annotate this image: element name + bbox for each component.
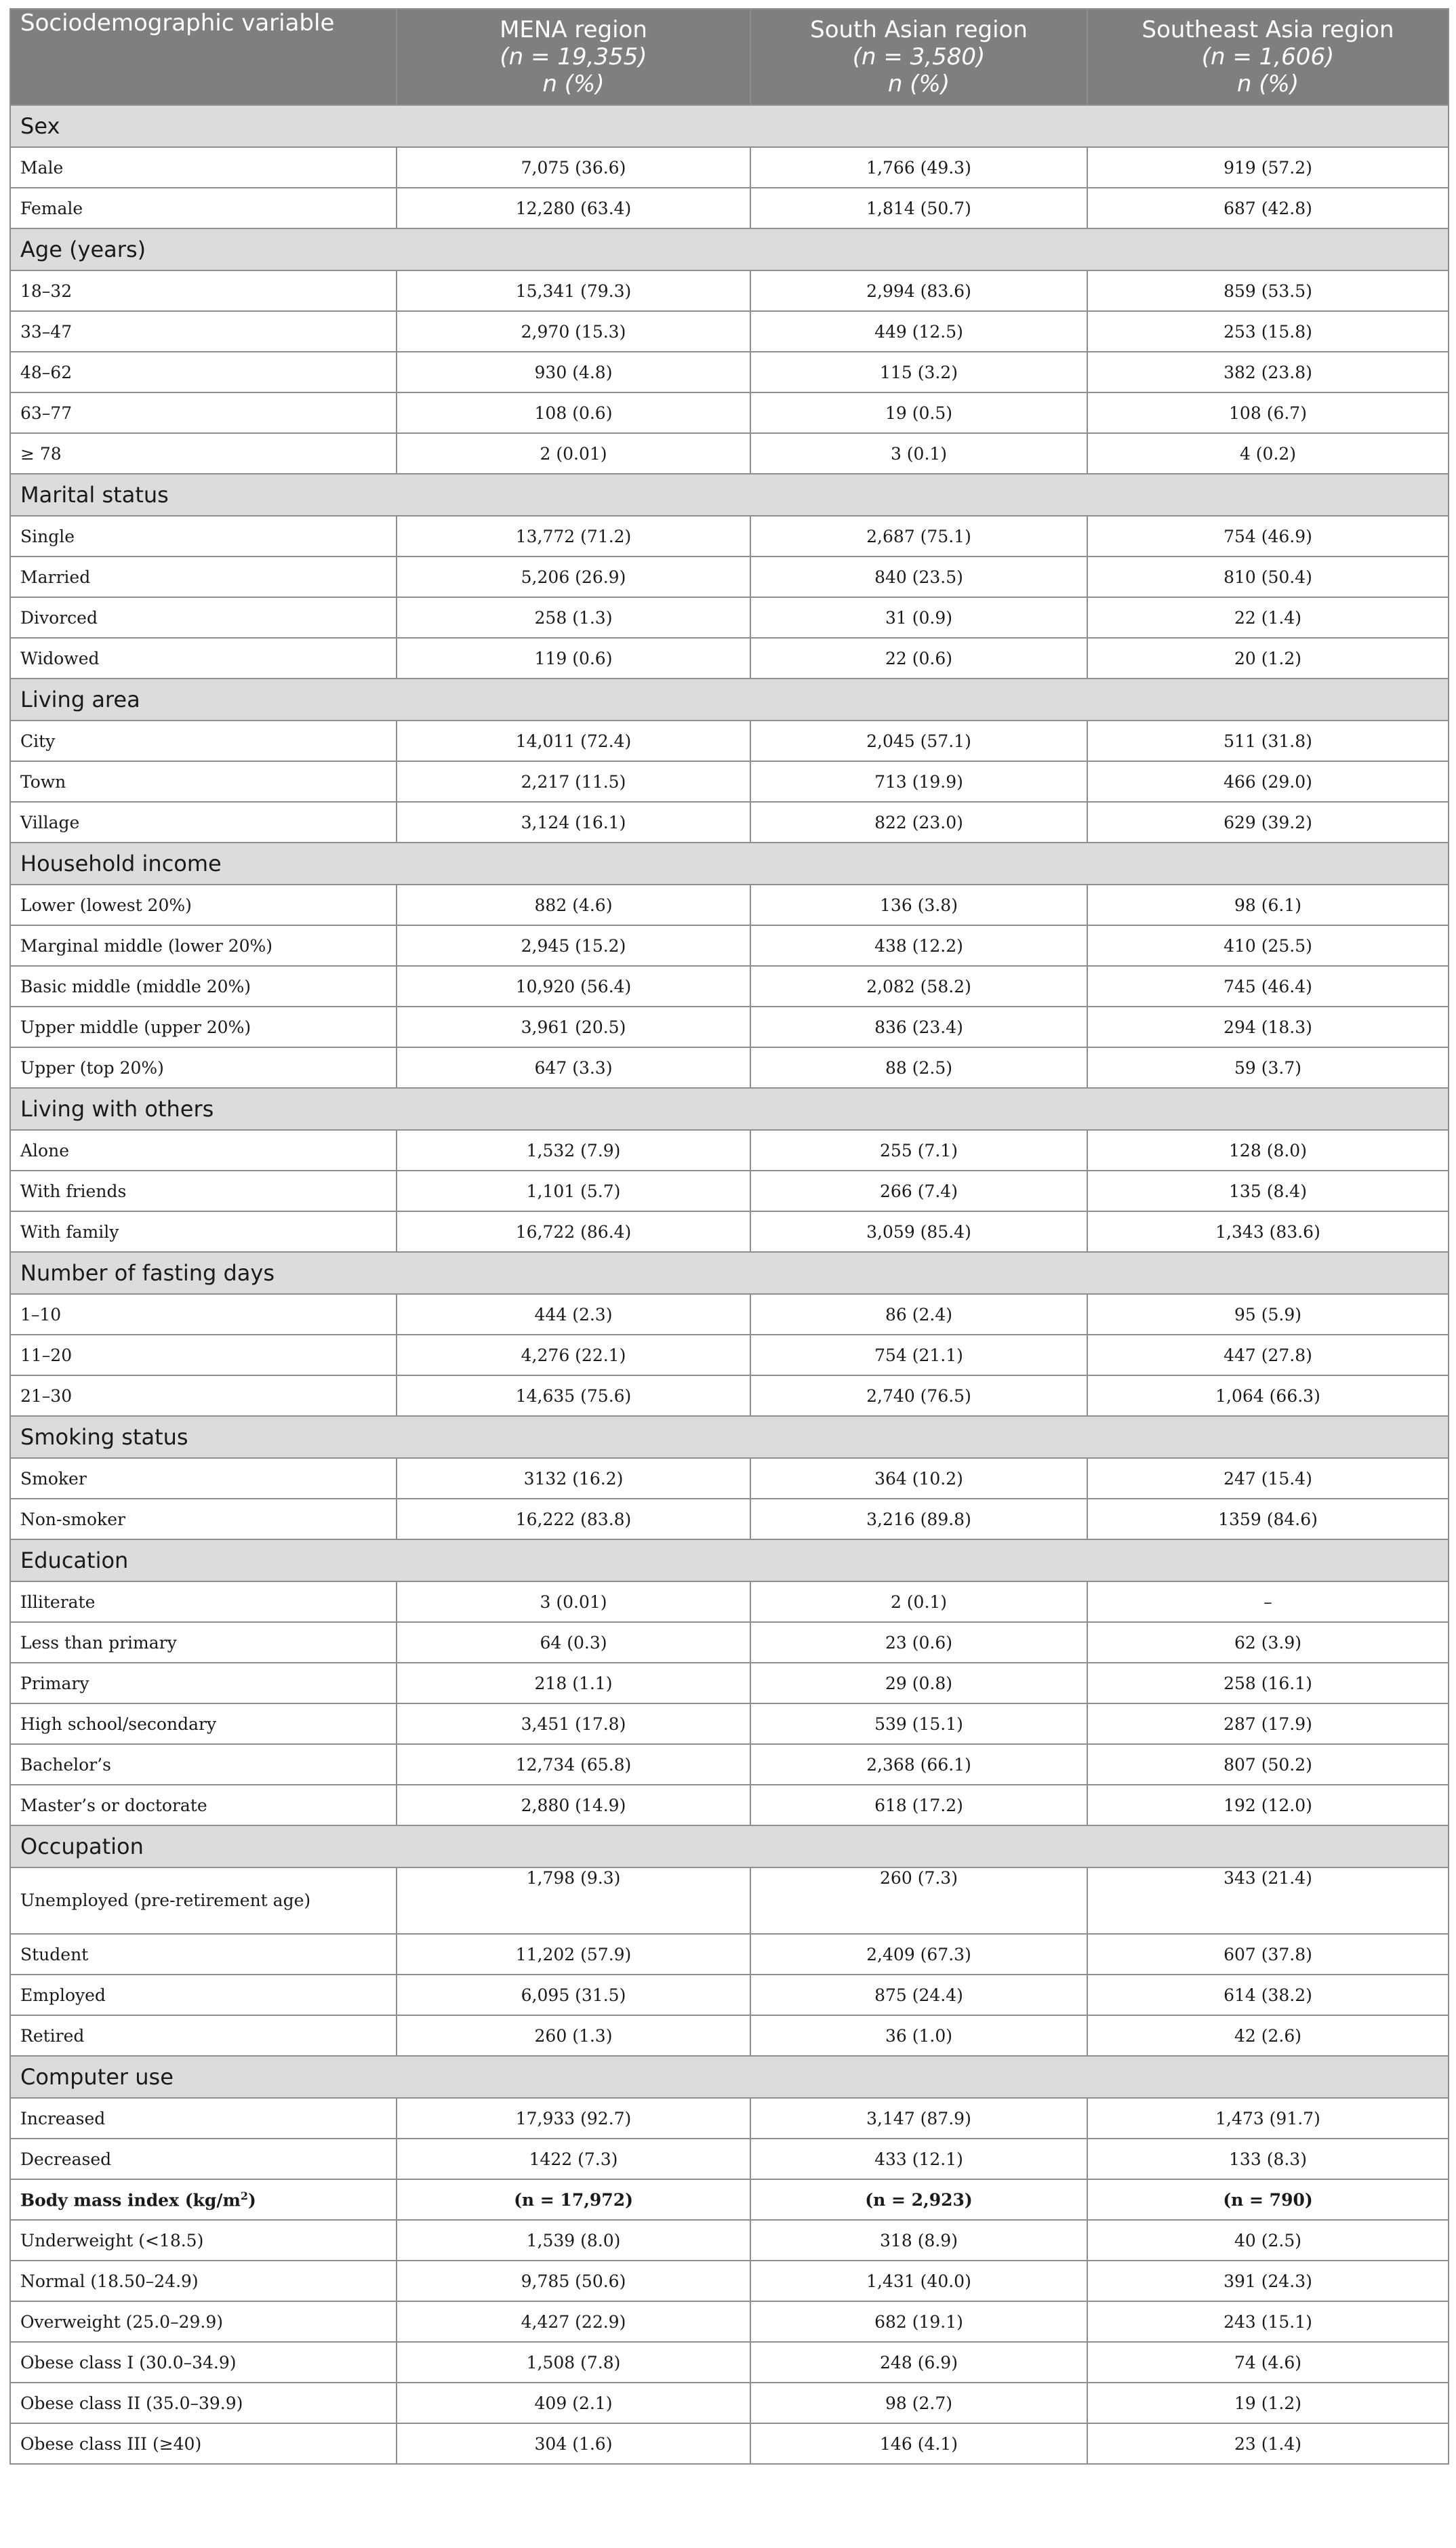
table-row	[10, 433, 1449, 474]
row-label: Married	[10, 557, 397, 597]
table-row	[10, 1007, 1449, 1047]
cell-value: 614 (38.2)	[1087, 1975, 1449, 2015]
section-header-row	[10, 105, 1449, 147]
header-col-name: South Asian region	[810, 16, 1028, 43]
cell-value: 17,933 (92.7)	[397, 2098, 750, 2139]
cell-value: 859 (53.5)	[1087, 270, 1449, 311]
cell-value: 930 (4.8)	[397, 352, 750, 392]
cell-value: 260 (1.3)	[397, 2015, 750, 2056]
cell-value: 618 (17.2)	[750, 1785, 1087, 1825]
cell-value: 447 (27.8)	[1087, 1335, 1449, 1375]
cell-value: 410 (25.5)	[1087, 925, 1449, 966]
table-row	[10, 1703, 1449, 1744]
cell-value: 2 (0.1)	[750, 1581, 1087, 1622]
cell-value: 511 (31.8)	[1087, 721, 1449, 761]
cell-value: 4,427 (22.9)	[397, 2301, 750, 2342]
table-row	[10, 1867, 1449, 1934]
row-label: Obese class II (35.0–39.9)	[10, 2383, 397, 2423]
cell-value: 22 (0.6)	[750, 638, 1087, 679]
table-row	[10, 638, 1449, 679]
header-col-pct: n (%)	[887, 70, 950, 98]
cell-value: 260 (7.3)	[750, 1867, 1087, 1934]
header-col-n: (n = 19,355)	[500, 43, 647, 70]
cell-value: 16,722 (86.4)	[397, 1211, 750, 1252]
table-row	[10, 1622, 1449, 1663]
cell-value: 258 (1.3)	[397, 597, 750, 638]
cell-value: 1,101 (5.7)	[397, 1171, 750, 1211]
cell-value: 1,431 (40.0)	[750, 2261, 1087, 2301]
cell-value: 382 (23.8)	[1087, 352, 1449, 392]
table-row	[10, 2261, 1449, 2301]
table-row	[10, 2098, 1449, 2139]
cell-value: 74 (4.6)	[1087, 2342, 1449, 2383]
table-row	[10, 2179, 1449, 2220]
cell-value: 364 (10.2)	[750, 1458, 1087, 1499]
row-label: Bachelor’s	[10, 1744, 397, 1785]
cell-value: 1,508 (7.8)	[397, 2342, 750, 2383]
cell-value: 6,095 (31.5)	[397, 1975, 750, 2015]
table-row	[10, 1130, 1449, 1171]
row-label	[10, 2179, 397, 2220]
table-row	[10, 311, 1449, 352]
row-label-end: )	[248, 2190, 256, 2210]
cell-value: 919 (57.2)	[1087, 147, 1449, 188]
section-title: Living with others	[10, 1088, 1449, 1130]
cell-value: 810 (50.4)	[1087, 557, 1449, 597]
table-row	[10, 2342, 1449, 2383]
cell-value: 343 (21.4)	[1087, 1867, 1449, 1934]
cell-value: 135 (8.4)	[1087, 1171, 1449, 1211]
table-row	[10, 721, 1449, 761]
cell-value: 31 (0.9)	[750, 597, 1087, 638]
row-label: Underweight (<18.5)	[10, 2220, 397, 2261]
cell-value: 607 (37.8)	[1087, 1934, 1449, 1975]
section-title: Computer use	[10, 2056, 1449, 2098]
section-title: Household income	[10, 843, 1449, 885]
row-label: Basic middle (middle 20%)	[10, 966, 397, 1007]
cell-value: (n = 790)	[1087, 2179, 1449, 2220]
cell-value: 7,075 (36.6)	[397, 147, 750, 188]
cell-value: 253 (15.8)	[1087, 311, 1449, 352]
cell-value: 2,409 (67.3)	[750, 1934, 1087, 1975]
row-label: Village	[10, 802, 397, 843]
cell-value: 2 (0.01)	[397, 433, 750, 474]
table-row	[10, 1785, 1449, 1825]
row-label: Unemployed (pre-retirement age)	[10, 1867, 397, 1934]
cell-value: 86 (2.4)	[750, 1294, 1087, 1335]
cell-value: 882 (4.6)	[397, 885, 750, 925]
row-label: With family	[10, 1211, 397, 1252]
table-row	[10, 1934, 1449, 1975]
cell-value: 647 (3.3)	[397, 1047, 750, 1088]
row-label: Retired	[10, 2015, 397, 2056]
row-label: 11–20	[10, 1335, 397, 1375]
cell-value: 433 (12.1)	[750, 2139, 1087, 2179]
header-col-pct: n (%)	[1236, 70, 1299, 98]
cell-value: 40 (2.5)	[1087, 2220, 1449, 2261]
cell-value: 12,734 (65.8)	[397, 1744, 750, 1785]
cell-value: 119 (0.6)	[397, 638, 750, 679]
cell-value: 682 (19.1)	[750, 2301, 1087, 2342]
cell-value: 2,217 (11.5)	[397, 761, 750, 802]
cell-value: 20 (1.2)	[1087, 638, 1449, 679]
cell-value: 1422 (7.3)	[397, 2139, 750, 2179]
cell-value: 840 (23.5)	[750, 557, 1087, 597]
row-label: 33–47	[10, 311, 397, 352]
cell-value: 2,368 (66.1)	[750, 1744, 1087, 1785]
cell-value: 539 (15.1)	[750, 1703, 1087, 1744]
table-row	[10, 392, 1449, 433]
row-label: Decreased	[10, 2139, 397, 2179]
cell-value: 146 (4.1)	[750, 2423, 1087, 2464]
header-col-name: MENA region	[500, 16, 647, 43]
cell-value: 128 (8.0)	[1087, 1130, 1449, 1171]
section-title: Age (years)	[10, 228, 1449, 270]
cell-value: 23 (0.6)	[750, 1622, 1087, 1663]
cell-value: 304 (1.6)	[397, 2423, 750, 2464]
cell-value: 822 (23.0)	[750, 802, 1087, 843]
section-header-row	[10, 474, 1449, 516]
section-title: Living area	[10, 679, 1449, 721]
cell-value: 23 (1.4)	[1087, 2423, 1449, 2464]
cell-value: 444 (2.3)	[397, 1294, 750, 1335]
cell-value: 629 (39.2)	[1087, 802, 1449, 843]
section-header-row	[10, 1088, 1449, 1130]
cell-value: 11,202 (57.9)	[397, 1934, 750, 1975]
cell-value: 2,740 (76.5)	[750, 1375, 1087, 1416]
cell-value: 438 (12.2)	[750, 925, 1087, 966]
cell-value: 2,945 (15.2)	[397, 925, 750, 966]
cell-value: 3132 (16.2)	[397, 1458, 750, 1499]
cell-value: 4,276 (22.1)	[397, 1335, 750, 1375]
cell-value: 5,206 (26.9)	[397, 557, 750, 597]
cell-value: 713 (19.9)	[750, 761, 1087, 802]
table-body	[10, 105, 1449, 2464]
cell-value: 1,539 (8.0)	[397, 2220, 750, 2261]
cell-value: 466 (29.0)	[1087, 761, 1449, 802]
row-label: Divorced	[10, 597, 397, 638]
table-header	[10, 9, 1449, 105]
table-row	[10, 352, 1449, 392]
cell-value: 95 (5.9)	[1087, 1294, 1449, 1335]
table-row	[10, 1375, 1449, 1416]
cell-value: 62 (3.9)	[1087, 1622, 1449, 1663]
section-header-row	[10, 1539, 1449, 1581]
cell-value: 318 (8.9)	[750, 2220, 1087, 2261]
table-row	[10, 270, 1449, 311]
cell-value: 247 (15.4)	[1087, 1458, 1449, 1499]
cell-value: 3 (0.01)	[397, 1581, 750, 1622]
header-southeast-asia	[1087, 9, 1449, 105]
table-row	[10, 2301, 1449, 2342]
cell-value: 266 (7.4)	[750, 1171, 1087, 1211]
cell-value: 2,082 (58.2)	[750, 966, 1087, 1007]
table-row	[10, 557, 1449, 597]
cell-value: 745 (46.4)	[1087, 966, 1449, 1007]
cell-value: 64 (0.3)	[397, 1622, 750, 1663]
cell-value: 449 (12.5)	[750, 311, 1087, 352]
row-label-superscript: 2	[240, 2189, 249, 2202]
cell-value: 9,785 (50.6)	[397, 2261, 750, 2301]
header-col-name: Southeast Asia region	[1141, 16, 1394, 43]
row-label: Increased	[10, 2098, 397, 2139]
header-mena	[397, 9, 750, 105]
header-col-pct: n (%)	[542, 70, 605, 98]
cell-value: (n = 17,972)	[397, 2179, 750, 2220]
cell-value: 287 (17.9)	[1087, 1703, 1449, 1744]
section-title: Occupation	[10, 1825, 1449, 1867]
section-header-row	[10, 1252, 1449, 1294]
table-row	[10, 2220, 1449, 2261]
cell-value: 1,473 (91.7)	[1087, 2098, 1449, 2139]
cell-value: 2,880 (14.9)	[397, 1785, 750, 1825]
cell-value: 98 (2.7)	[750, 2383, 1087, 2423]
section-title: Number of fasting days	[10, 1252, 1449, 1294]
cell-value: 2,687 (75.1)	[750, 516, 1087, 557]
row-label: Alone	[10, 1130, 397, 1171]
row-label: Obese class III (≥40)	[10, 2423, 397, 2464]
cell-value: 218 (1.1)	[397, 1663, 750, 1703]
header-variable: Sociodemographic variable	[10, 9, 397, 105]
section-header-row	[10, 2056, 1449, 2098]
cell-value: 14,011 (72.4)	[397, 721, 750, 761]
table-row	[10, 966, 1449, 1007]
cell-value: 2,994 (83.6)	[750, 270, 1087, 311]
table-row	[10, 516, 1449, 557]
table-row	[10, 925, 1449, 966]
table-row	[10, 2015, 1449, 2056]
table-row	[10, 1581, 1449, 1622]
cell-value: 4 (0.2)	[1087, 433, 1449, 474]
table-row	[10, 1663, 1449, 1703]
table-row	[10, 1294, 1449, 1335]
cell-value: 1,814 (50.7)	[750, 188, 1087, 228]
cell-value: 16,222 (83.8)	[397, 1499, 750, 1539]
table-row	[10, 885, 1449, 925]
table-row	[10, 2423, 1449, 2464]
cell-value: 59 (3.7)	[1087, 1047, 1449, 1088]
cell-value: 2,045 (57.1)	[750, 721, 1087, 761]
row-label: 18–32	[10, 270, 397, 311]
section-header-row	[10, 1416, 1449, 1458]
cell-value: 115 (3.2)	[750, 352, 1087, 392]
row-label: Normal (18.50–24.9)	[10, 2261, 397, 2301]
cell-value: 3,216 (89.8)	[750, 1499, 1087, 1539]
cell-value: 754 (46.9)	[1087, 516, 1449, 557]
row-label: Illiterate	[10, 1581, 397, 1622]
section-title: Smoking status	[10, 1416, 1449, 1458]
row-label: With friends	[10, 1171, 397, 1211]
section-title: Marital status	[10, 474, 1449, 516]
cell-value: 10,920 (56.4)	[397, 966, 750, 1007]
section-header-row	[10, 679, 1449, 721]
cell-value: 19 (1.2)	[1087, 2383, 1449, 2423]
row-label: City	[10, 721, 397, 761]
cell-value: 42 (2.6)	[1087, 2015, 1449, 2056]
cell-value: 1,064 (66.3)	[1087, 1375, 1449, 1416]
table-row	[10, 147, 1449, 188]
table-row	[10, 761, 1449, 802]
cell-value: 2,970 (15.3)	[397, 311, 750, 352]
cell-value: (n = 2,923)	[750, 2179, 1087, 2220]
row-label: Less than primary	[10, 1622, 397, 1663]
cell-value: 108 (6.7)	[1087, 392, 1449, 433]
row-label: Primary	[10, 1663, 397, 1703]
section-title: Sex	[10, 105, 1449, 147]
cell-value: 1359 (84.6)	[1087, 1499, 1449, 1539]
cell-value: 36 (1.0)	[750, 2015, 1087, 2056]
cell-value: 108 (0.6)	[397, 392, 750, 433]
cell-value: 22 (1.4)	[1087, 597, 1449, 638]
row-label: Single	[10, 516, 397, 557]
cell-value: 15,341 (79.3)	[397, 270, 750, 311]
cell-value: 1,532 (7.9)	[397, 1130, 750, 1171]
table-row	[10, 2383, 1449, 2423]
row-label: ≥ 78	[10, 433, 397, 474]
row-label: Employed	[10, 1975, 397, 2015]
cell-value: 836 (23.4)	[750, 1007, 1087, 1047]
cell-value: 88 (2.5)	[750, 1047, 1087, 1088]
row-label: Upper middle (upper 20%)	[10, 1007, 397, 1047]
table-row	[10, 802, 1449, 843]
row-label-text: Body mass index (kg/m	[20, 2190, 241, 2210]
section-header-row	[10, 1825, 1449, 1867]
cell-value: 248 (6.9)	[750, 2342, 1087, 2383]
row-label: Master’s or doctorate	[10, 1785, 397, 1825]
cell-value: 875 (24.4)	[750, 1975, 1087, 2015]
cell-value: 133 (8.3)	[1087, 2139, 1449, 2179]
table-row	[10, 1975, 1449, 2015]
row-label: Overweight (25.0–29.9)	[10, 2301, 397, 2342]
row-label: High school/secondary	[10, 1703, 397, 1744]
cell-value: 19 (0.5)	[750, 392, 1087, 433]
header-south-asia	[750, 9, 1087, 105]
row-label: Marginal middle (lower 20%)	[10, 925, 397, 966]
cell-value: 294 (18.3)	[1087, 1007, 1449, 1047]
cell-value: 754 (21.1)	[750, 1335, 1087, 1375]
row-label: Widowed	[10, 638, 397, 679]
row-label: Female	[10, 188, 397, 228]
table-row	[10, 597, 1449, 638]
table-row	[10, 1499, 1449, 1539]
section-header-row	[10, 228, 1449, 270]
sociodemographic-table	[9, 8, 1449, 2465]
section-title: Education	[10, 1539, 1449, 1581]
row-label: Town	[10, 761, 397, 802]
table-row	[10, 188, 1449, 228]
row-label: Smoker	[10, 1458, 397, 1499]
cell-value: 3,059 (85.4)	[750, 1211, 1087, 1252]
cell-value: 243 (15.1)	[1087, 2301, 1449, 2342]
table-row	[10, 1458, 1449, 1499]
row-label: 21–30	[10, 1375, 397, 1416]
row-label: Male	[10, 147, 397, 188]
row-label: Student	[10, 1934, 397, 1975]
row-label: Non-smoker	[10, 1499, 397, 1539]
cell-value: 807 (50.2)	[1087, 1744, 1449, 1785]
row-label: Obese class I (30.0–34.9)	[10, 2342, 397, 2383]
table-row	[10, 1171, 1449, 1211]
row-label: Lower (lowest 20%)	[10, 885, 397, 925]
cell-value: 13,772 (71.2)	[397, 516, 750, 557]
cell-value: 1,766 (49.3)	[750, 147, 1087, 188]
cell-value: 258 (16.1)	[1087, 1663, 1449, 1703]
cell-value: 29 (0.8)	[750, 1663, 1087, 1703]
table-row	[10, 2139, 1449, 2179]
table-row	[10, 1744, 1449, 1785]
section-header-row	[10, 843, 1449, 885]
cell-value: –	[1087, 1581, 1449, 1622]
cell-value: 3 (0.1)	[750, 433, 1087, 474]
cell-value: 255 (7.1)	[750, 1130, 1087, 1171]
cell-value: 192 (12.0)	[1087, 1785, 1449, 1825]
cell-value: 3,124 (16.1)	[397, 802, 750, 843]
cell-value: 687 (42.8)	[1087, 188, 1449, 228]
cell-value: 1,798 (9.3)	[397, 1867, 750, 1934]
cell-value: 12,280 (63.4)	[397, 188, 750, 228]
table-row	[10, 1211, 1449, 1252]
cell-value: 136 (3.8)	[750, 885, 1087, 925]
row-label: 48–62	[10, 352, 397, 392]
cell-value: 3,147 (87.9)	[750, 2098, 1087, 2139]
table-row	[10, 1047, 1449, 1088]
cell-value: 14,635 (75.6)	[397, 1375, 750, 1416]
header-row	[10, 9, 1449, 105]
row-label: 63–77	[10, 392, 397, 433]
cell-value: 1,343 (83.6)	[1087, 1211, 1449, 1252]
cell-value: 391 (24.3)	[1087, 2261, 1449, 2301]
cell-value: 3,961 (20.5)	[397, 1007, 750, 1047]
cell-value: 3,451 (17.8)	[397, 1703, 750, 1744]
row-label: 1–10	[10, 1294, 397, 1335]
cell-value: 98 (6.1)	[1087, 885, 1449, 925]
cell-value: 409 (2.1)	[397, 2383, 750, 2423]
header-col-n: (n = 3,580)	[852, 43, 986, 70]
table-row	[10, 1335, 1449, 1375]
header-col-n: (n = 1,606)	[1201, 43, 1335, 70]
row-label: Upper (top 20%)	[10, 1047, 397, 1088]
